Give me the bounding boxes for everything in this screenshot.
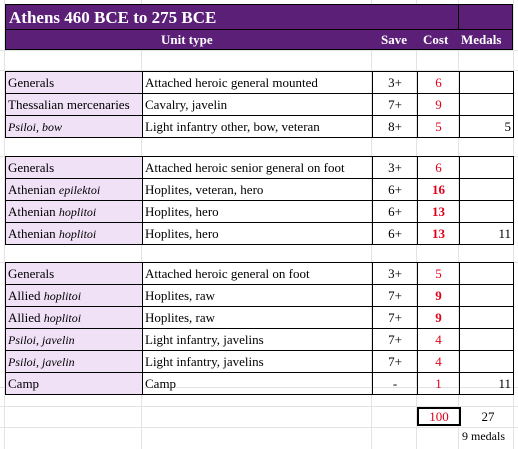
unit-type-cell[interactable]: Camp — [143, 373, 373, 395]
unit-cost-cell[interactable]: 13 — [418, 223, 460, 245]
unit-type-cell[interactable]: Hoplites, hero — [143, 223, 373, 245]
unit-cost-cell[interactable]: 9 — [418, 94, 460, 116]
unit-save-cell[interactable]: 3+ — [373, 263, 418, 285]
unit-type-cell[interactable]: Attached heroic senior general on foot — [143, 157, 373, 179]
unit-save-cell[interactable]: 6+ — [373, 223, 418, 245]
unit-cost-cell[interactable]: 16 — [418, 179, 460, 201]
unit-row — [6, 285, 514, 307]
unit-name: Athenian — [8, 203, 59, 219]
unit-medals-cell[interactable] — [460, 263, 514, 285]
unit-name-cell[interactable] — [6, 94, 143, 116]
unit-save-cell[interactable]: 3+ — [373, 72, 418, 94]
gridline — [0, 427, 518, 428]
unit-cost-cell[interactable]: 5 — [418, 263, 460, 285]
unit-row — [6, 116, 514, 138]
unit-cost-cell[interactable]: 6 — [418, 157, 460, 179]
unit-name: Allied — [8, 287, 44, 303]
unit-name-cell[interactable] — [6, 285, 143, 307]
sheet-title: Athens 460 BCE to 275 BCE — [5, 4, 458, 30]
unit-medals-cell[interactable] — [460, 157, 514, 179]
unit-name: Allied — [8, 309, 44, 325]
unit-row — [6, 351, 514, 373]
unit-type-cell[interactable]: Hoplites, raw — [143, 285, 373, 307]
unit-type-cell[interactable]: Hoplites, raw — [143, 307, 373, 329]
medals-header-top — [458, 4, 513, 30]
gridline — [0, 50, 518, 51]
unit-row — [6, 201, 514, 223]
column-header-row — [5, 30, 513, 50]
unit-group-1 — [5, 71, 514, 138]
unit-row — [6, 223, 514, 245]
unit-name: Thessalian mercenaries — [8, 96, 130, 112]
unit-name-italic: epilektoi — [58, 182, 101, 197]
unit-medals-cell[interactable]: 11 — [460, 373, 514, 395]
unit-type-cell[interactable]: Light infantry, javelins — [143, 329, 373, 351]
unit-medals-cell[interactable] — [460, 329, 514, 351]
unit-name-italic: Psiloi, bow — [8, 119, 63, 134]
unit-type-cell[interactable]: Light infantry other, bow, veteran — [143, 116, 373, 138]
unit-cost-cell[interactable]: 13 — [418, 201, 460, 223]
unit-cost-cell[interactable]: 4 — [418, 329, 460, 351]
unit-save-cell[interactable]: 6+ — [373, 201, 418, 223]
unit-name-cell[interactable] — [6, 373, 143, 395]
unit-name-cell[interactable] — [6, 307, 143, 329]
unit-cost-cell[interactable]: 9 — [418, 307, 460, 329]
unit-medals-cell[interactable]: 5 — [460, 116, 514, 138]
unit-row — [6, 179, 514, 201]
unit-type-cell[interactable]: Hoplites, hero — [143, 201, 373, 223]
unit-save-cell[interactable]: 8+ — [373, 116, 418, 138]
unit-name-cell[interactable] — [6, 201, 143, 223]
unit-medals-cell[interactable] — [460, 285, 514, 307]
unit-medals-cell[interactable] — [460, 94, 514, 116]
unit-row — [6, 307, 514, 329]
unit-row — [6, 263, 514, 285]
unit-row — [6, 72, 514, 94]
unit-group-3 — [5, 262, 514, 395]
unit-row — [6, 373, 514, 395]
header-medals: Medals — [461, 32, 502, 47]
total-medals: 27 — [481, 409, 495, 424]
unit-cost-cell[interactable]: 1 — [418, 373, 460, 395]
unit-medals-cell[interactable]: 11 — [460, 223, 514, 245]
unit-row — [6, 157, 514, 179]
unit-name: Athenian — [8, 181, 59, 197]
unit-name-cell[interactable] — [6, 72, 143, 94]
unit-name: Generals — [8, 74, 55, 90]
header-unit-type: Unit type — [161, 32, 213, 47]
unit-save-cell[interactable]: 7+ — [373, 285, 418, 307]
unit-row — [6, 329, 514, 351]
unit-save-cell[interactable]: 7+ — [373, 94, 418, 116]
unit-cost-cell[interactable]: 9 — [418, 285, 460, 307]
unit-save-cell[interactable]: 3+ — [373, 157, 418, 179]
unit-name: Generals — [8, 159, 55, 175]
header-cost: Cost — [423, 32, 449, 47]
unit-type-cell[interactable]: Cavalry, javelin — [143, 94, 373, 116]
unit-name-cell[interactable] — [6, 116, 143, 138]
unit-medals-cell[interactable] — [460, 201, 514, 223]
unit-group-2 — [5, 156, 514, 245]
unit-name-cell[interactable] — [6, 179, 143, 201]
unit-name-cell[interactable] — [6, 157, 143, 179]
unit-name-cell[interactable] — [6, 223, 143, 245]
unit-name-italic: Psiloi, javelin — [8, 354, 75, 369]
unit-save-cell[interactable]: - — [373, 373, 418, 395]
unit-medals-cell[interactable] — [460, 307, 514, 329]
unit-name: Camp — [8, 375, 40, 391]
unit-save-cell[interactable]: 6+ — [373, 179, 418, 201]
unit-cost-cell[interactable]: 6 — [418, 72, 460, 94]
unit-name-italic: hoplitoi — [58, 226, 97, 241]
unit-type-cell[interactable]: Attached heroic general mounted — [143, 72, 373, 94]
unit-type-cell[interactable]: Attached heroic general on foot — [143, 263, 373, 285]
unit-save-cell[interactable]: 7+ — [373, 307, 418, 329]
total-cost[interactable]: 100 — [417, 407, 461, 426]
unit-name: Generals — [8, 265, 55, 281]
unit-name-italic: hoplitoi — [58, 204, 97, 219]
unit-name-cell[interactable] — [6, 263, 143, 285]
unit-name-cell[interactable] — [6, 351, 143, 373]
unit-save-cell[interactable]: 7+ — [373, 351, 418, 373]
unit-save-cell[interactable]: 7+ — [373, 329, 418, 351]
unit-cost-cell[interactable]: 4 — [418, 351, 460, 373]
unit-name-italic: hoplitoi — [43, 310, 82, 325]
unit-type-cell[interactable]: Light infantry, javelins — [143, 351, 373, 373]
unit-cost-cell[interactable]: 5 — [418, 116, 460, 138]
unit-name-italic: hoplitoi — [43, 288, 82, 303]
unit-type-cell[interactable]: Hoplites, veteran, hero — [143, 179, 373, 201]
unit-medals-cell[interactable] — [460, 351, 514, 373]
unit-row — [6, 94, 514, 116]
header-save: Save — [381, 32, 407, 47]
unit-name-italic: Psiloi, javelin — [8, 332, 75, 347]
unit-name: Athenian — [8, 225, 59, 241]
medal-note: 9 medals — [462, 429, 505, 443]
unit-name-cell[interactable] — [6, 329, 143, 351]
unit-medals-cell[interactable] — [460, 179, 514, 201]
unit-medals-cell[interactable] — [460, 72, 514, 94]
